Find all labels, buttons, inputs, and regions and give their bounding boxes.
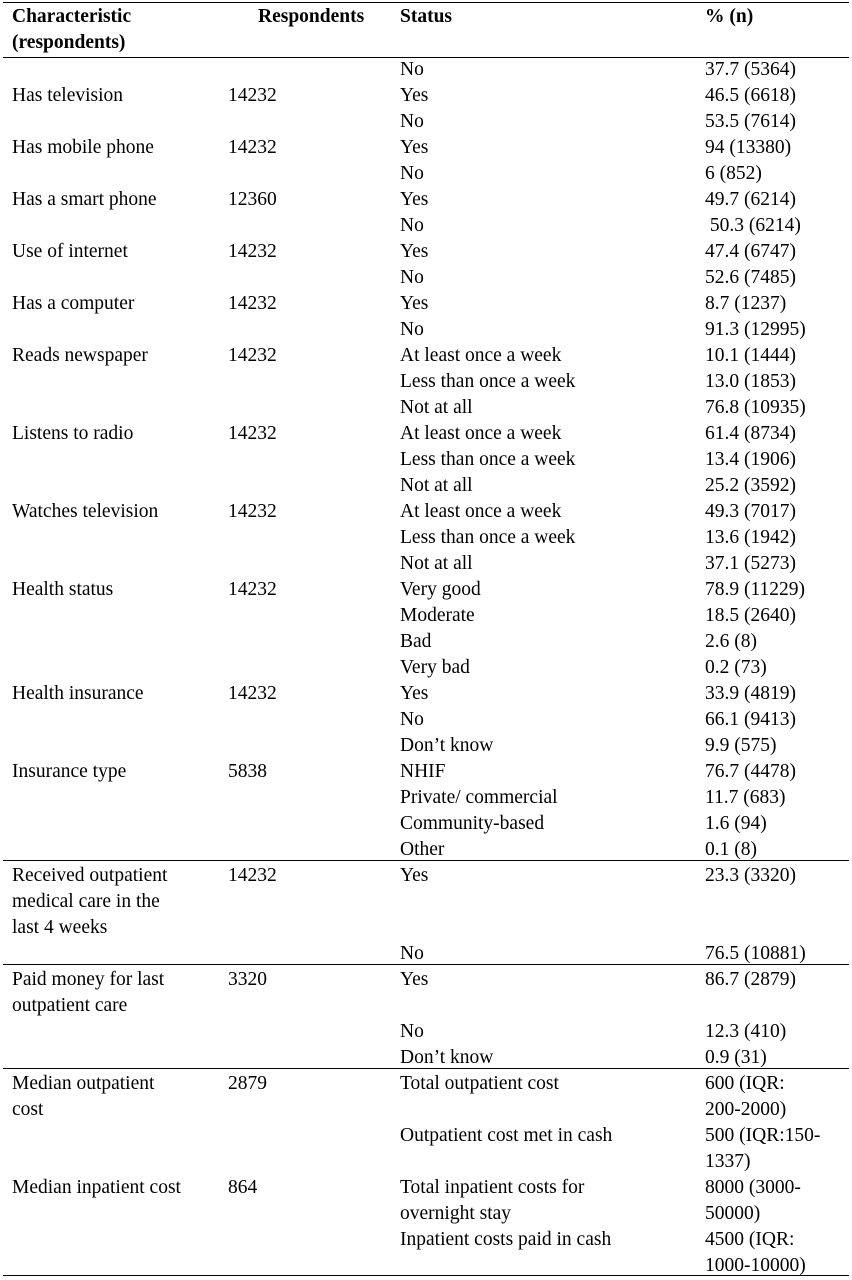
header-respondents: Respondents <box>258 6 365 27</box>
percent-cell-line: 200-2000) <box>705 1099 787 1120</box>
status-cell <box>400 785 558 811</box>
percent-cell <box>705 1123 820 1175</box>
status-cell <box>400 681 428 707</box>
respondents-cell-line: 864 <box>228 1177 258 1198</box>
respondents-cell-line: 14232 <box>228 683 277 704</box>
percent-cell <box>705 759 796 785</box>
status-cell-line: At least once a week <box>400 345 562 366</box>
status-cell-line: Yes <box>400 137 429 158</box>
characteristic-cell <box>12 291 134 317</box>
characteristic-cell <box>12 187 157 213</box>
percent-cell <box>705 213 801 239</box>
characteristic-cell <box>12 759 126 785</box>
percent-cell-line: 1000-10000) <box>705 1255 806 1276</box>
status-cell-line: Inpatient costs paid in cash <box>400 1229 612 1250</box>
status-cell-line: Less than once a week <box>400 371 576 392</box>
status-cell <box>400 1045 493 1071</box>
percent-cell <box>705 395 806 421</box>
status-cell-line: Don’t know <box>400 1047 494 1068</box>
status-cell-line: Less than once a week <box>400 527 576 548</box>
respondents-cell <box>228 863 277 889</box>
characteristic-cell <box>12 83 123 109</box>
status-cell <box>400 941 424 967</box>
status-cell <box>400 109 424 135</box>
status-cell-line: Yes <box>400 293 429 314</box>
characteristic-cell-line: last 4 weeks <box>12 917 108 938</box>
characteristic-cell-line: Reads newspaper <box>12 345 148 366</box>
percent-cell <box>705 733 777 759</box>
characteristic-cell-line: Median inpatient cost <box>12 1177 181 1198</box>
respondents-cell-line: 14232 <box>228 345 277 366</box>
respondents-cell <box>228 343 277 369</box>
percent-cell <box>705 447 796 473</box>
percent-cell-line: 61.4 (8734) <box>705 423 796 444</box>
characteristic-cell-line: Has television <box>12 85 124 106</box>
percent-cell <box>705 187 796 213</box>
percent-cell <box>705 57 796 83</box>
percent-cell-line: 1.6 (94) <box>705 813 767 834</box>
percent-cell <box>705 1071 786 1123</box>
characteristic-cell-line: outpatient care <box>12 995 128 1016</box>
characteristic-cell-line: Received outpatient <box>12 865 168 886</box>
status-cell <box>400 1227 611 1253</box>
percent-cell-line: 4500 (IQR: <box>705 1229 795 1250</box>
percent-cell <box>705 1175 801 1227</box>
status-cell-line: Yes <box>400 969 429 990</box>
characteristic-cell-line: Has mobile phone <box>12 137 154 158</box>
percent-cell-line: 8.7 (1237) <box>705 293 787 314</box>
percent-cell <box>705 707 796 733</box>
status-cell-line: Very good <box>400 579 481 600</box>
respondents-cell <box>228 577 277 603</box>
percent-cell-line: 10.1 (1444) <box>705 345 796 366</box>
percent-cell-line: 91.3 (12995) <box>705 319 806 340</box>
percent-cell-line: 37.7 (5364) <box>705 59 796 80</box>
status-cell <box>400 1071 559 1097</box>
characteristic-cell <box>12 577 113 603</box>
percent-cell <box>705 941 806 967</box>
percent-cell-line: 11.7 (683) <box>705 787 786 808</box>
status-cell-line: No <box>400 163 424 184</box>
status-cell <box>400 967 428 993</box>
percent-cell-line: 18.5 (2640) <box>705 605 796 626</box>
percent-cell-line: 49.3 (7017) <box>705 501 796 522</box>
percent-cell <box>705 1045 767 1071</box>
respondents-cell <box>228 967 267 993</box>
status-cell <box>400 551 473 577</box>
respondents-cell-line: 14232 <box>228 137 277 158</box>
status-cell-line: No <box>400 59 424 80</box>
percent-cell <box>705 473 796 499</box>
percent-cell <box>705 655 767 681</box>
respondents-cell-line: 14232 <box>228 241 277 262</box>
characteristic-cell-line: cost <box>12 1099 44 1120</box>
status-cell <box>400 863 428 889</box>
percent-cell <box>705 239 796 265</box>
percent-cell-line: 33.9 (4819) <box>705 683 796 704</box>
characteristic-cell <box>12 681 144 707</box>
status-cell-line: Yes <box>400 683 429 704</box>
status-cell <box>400 187 428 213</box>
percent-cell-line: 52.6 (7485) <box>705 267 796 288</box>
respondents-cell-line: 14232 <box>228 501 277 522</box>
status-cell <box>400 447 575 473</box>
percent-cell-line: 76.5 (10881) <box>705 943 806 964</box>
status-cell-line: Less than once a week <box>400 449 576 470</box>
respondents-cell-line: 14232 <box>228 423 277 444</box>
percent-cell <box>705 161 762 187</box>
status-cell-line: Not at all <box>400 397 473 418</box>
status-cell-line: Yes <box>400 241 429 262</box>
percent-cell-line: 50.3 (6214) <box>705 215 801 236</box>
respondents-cell-line: 14232 <box>228 85 277 106</box>
status-cell <box>400 83 428 109</box>
status-cell <box>400 395 473 421</box>
status-cell-line: Yes <box>400 865 429 886</box>
characteristic-cell <box>12 499 158 525</box>
status-cell-line: At least once a week <box>400 423 562 444</box>
status-cell <box>400 1123 612 1149</box>
characteristic-cell <box>12 239 128 265</box>
characteristic-cell-line: medical care in the <box>12 891 160 912</box>
percent-cell-line: 2.6 (8) <box>705 631 757 652</box>
percent-cell <box>705 577 805 603</box>
header-characteristic-line: Characteristic <box>12 6 132 27</box>
status-cell <box>400 525 575 551</box>
respondents-cell-line: 14232 <box>228 865 277 886</box>
characteristic-cell-line: Median outpatient <box>12 1073 155 1094</box>
respondents-cell-line: 12360 <box>228 189 277 210</box>
percent-cell <box>705 785 786 811</box>
characteristic-cell-line: Listens to radio <box>12 423 134 444</box>
status-cell-line: Yes <box>400 85 429 106</box>
characteristic-cell <box>12 967 164 1019</box>
status-cell-line: No <box>400 943 424 964</box>
status-cell-line: Private/ commercial <box>400 787 558 808</box>
percent-cell <box>705 967 796 993</box>
status-cell <box>400 577 481 603</box>
status-cell <box>400 421 561 447</box>
percent-cell-line: 0.1 (8) <box>705 839 757 860</box>
status-cell <box>400 161 424 187</box>
percent-cell-line: 13.0 (1853) <box>705 371 796 392</box>
status-cell-line: Moderate <box>400 605 475 626</box>
respondents-cell-line: 14232 <box>228 293 277 314</box>
characteristic-cell-line: Insurance type <box>12 761 127 782</box>
characteristic-cell-line: Watches television <box>12 501 159 522</box>
status-cell-line: NHIF <box>400 761 446 782</box>
percent-cell <box>705 525 796 551</box>
percent-cell-line: 23.3 (3320) <box>705 865 796 886</box>
percent-cell-line: 12.3 (410) <box>705 1021 787 1042</box>
characteristic-cell <box>12 343 148 369</box>
status-cell <box>400 1019 424 1045</box>
status-cell <box>400 837 444 863</box>
percent-cell-line: 49.7 (6214) <box>705 189 796 210</box>
status-cell-line: Outpatient cost met in cash <box>400 1125 613 1146</box>
status-cell-line: No <box>400 215 424 236</box>
percent-cell <box>705 135 791 161</box>
characteristic-cell <box>12 1071 154 1123</box>
percent-cell <box>705 291 786 317</box>
status-cell-line: At least once a week <box>400 501 562 522</box>
respondents-cell-line: 2879 <box>228 1073 267 1094</box>
status-cell <box>400 239 428 265</box>
percent-cell-line: 0.9 (31) <box>705 1047 767 1068</box>
percent-cell <box>705 681 796 707</box>
percent-cell <box>705 629 757 655</box>
status-cell-line: Not at all <box>400 475 473 496</box>
characteristic-cell-line: Use of internet <box>12 241 128 262</box>
percent-cell-line: 76.7 (4478) <box>705 761 796 782</box>
respondents-cell <box>228 759 267 785</box>
respondents-cell <box>228 421 277 447</box>
percent-cell <box>705 343 796 369</box>
table-top-rule <box>3 2 849 3</box>
respondents-cell <box>228 1071 267 1097</box>
percent-cell <box>705 837 757 863</box>
status-cell-line: Community-based <box>400 813 545 834</box>
status-cell <box>400 707 424 733</box>
header-percent: % (n) <box>705 6 754 27</box>
characteristic-cell <box>12 135 154 161</box>
percent-cell <box>705 551 796 577</box>
status-cell-line: No <box>400 319 424 340</box>
percent-cell-line: 66.1 (9413) <box>705 709 796 730</box>
percent-cell-line: 1337) <box>705 1151 751 1172</box>
percent-cell <box>705 811 767 837</box>
status-cell-line: Very bad <box>400 657 470 678</box>
status-cell-line: Total inpatient costs for <box>400 1177 585 1198</box>
percent-cell-line: 9.9 (575) <box>705 735 777 756</box>
percent-cell-line: 8000 (3000- <box>705 1177 801 1198</box>
status-cell-line: Not at all <box>400 553 473 574</box>
status-cell <box>400 57 424 83</box>
status-cell-line: overnight stay <box>400 1203 512 1224</box>
percent-cell <box>705 499 796 525</box>
header-status: Status <box>400 6 453 27</box>
respondents-cell <box>228 239 277 265</box>
percent-cell <box>705 863 796 889</box>
percent-cell-line: 78.9 (11229) <box>705 579 806 600</box>
percent-cell-line: 50000) <box>705 1203 761 1224</box>
status-cell-line: Yes <box>400 189 429 210</box>
status-cell <box>400 213 424 239</box>
status-cell <box>400 317 424 343</box>
status-cell-line: Total outpatient cost <box>400 1073 559 1094</box>
status-cell <box>400 265 424 291</box>
percent-cell-line: 86.7 (2879) <box>705 969 796 990</box>
header-characteristic-line: (respondents) <box>12 32 126 53</box>
percent-cell-line: 13.4 (1906) <box>705 449 796 470</box>
characteristic-cell-line: Has a smart phone <box>12 189 157 210</box>
percent-cell <box>705 603 796 629</box>
status-cell <box>400 655 470 681</box>
percent-cell <box>705 83 796 109</box>
status-cell-line: Other <box>400 839 445 860</box>
status-cell <box>400 603 475 629</box>
status-cell-line: Bad <box>400 631 432 652</box>
respondents-cell <box>228 83 277 109</box>
status-cell-line: No <box>400 111 424 132</box>
characteristic-cell-line: Health insurance <box>12 683 144 704</box>
status-cell <box>400 291 428 317</box>
characteristic-cell-line: Health status <box>12 579 114 600</box>
header-characteristic <box>12 4 131 56</box>
status-cell <box>400 1175 584 1227</box>
characteristic-cell <box>12 863 167 941</box>
respondents-cell <box>228 187 277 213</box>
status-cell <box>400 343 561 369</box>
percent-cell-line: 13.6 (1942) <box>705 527 796 548</box>
respondents-cell-line: 14232 <box>228 579 277 600</box>
respondents-cell-line: 5838 <box>228 761 267 782</box>
percent-cell <box>705 369 796 395</box>
status-cell <box>400 629 431 655</box>
characteristic-cell <box>12 421 133 447</box>
status-cell <box>400 369 575 395</box>
status-cell <box>400 499 561 525</box>
status-cell <box>400 135 428 161</box>
percent-cell-line: 53.5 (7614) <box>705 111 796 132</box>
respondents-cell <box>228 499 277 525</box>
percent-cell <box>705 1227 806 1279</box>
characteristic-cell-line: Has a computer <box>12 293 135 314</box>
status-cell-line: Don’t know <box>400 735 494 756</box>
status-cell <box>400 473 473 499</box>
percent-cell-line: 6 (852) <box>705 163 762 184</box>
percent-cell-line: 25.2 (3592) <box>705 475 796 496</box>
percent-cell-line: 500 (IQR:150- <box>705 1125 821 1146</box>
percent-cell <box>705 421 796 447</box>
respondents-cell <box>228 681 277 707</box>
percent-cell <box>705 317 806 343</box>
percent-cell-line: 46.5 (6618) <box>705 85 796 106</box>
status-cell-line: No <box>400 267 424 288</box>
percent-cell <box>705 109 796 135</box>
status-cell <box>400 759 446 785</box>
percent-cell-line: 0.2 (73) <box>705 657 767 678</box>
percent-cell-line: 600 (IQR: <box>705 1073 785 1094</box>
percent-cell-line: 37.1 (5273) <box>705 553 796 574</box>
percent-cell-line: 76.8 (10935) <box>705 397 806 418</box>
status-cell <box>400 811 544 837</box>
percent-cell <box>705 1019 786 1045</box>
status-cell <box>400 733 493 759</box>
respondents-cell <box>228 291 277 317</box>
respondents-cell-line: 3320 <box>228 969 267 990</box>
status-cell-line: No <box>400 709 424 730</box>
percent-cell-line: 47.4 (6747) <box>705 241 796 262</box>
characteristic-cell-line: Paid money for last <box>12 969 165 990</box>
characteristic-cell <box>12 1175 181 1201</box>
respondents-cell <box>228 1175 257 1201</box>
percent-cell-line: 94 (13380) <box>705 137 792 158</box>
status-cell-line: No <box>400 1021 424 1042</box>
percent-cell <box>705 265 796 291</box>
respondents-cell <box>228 135 277 161</box>
